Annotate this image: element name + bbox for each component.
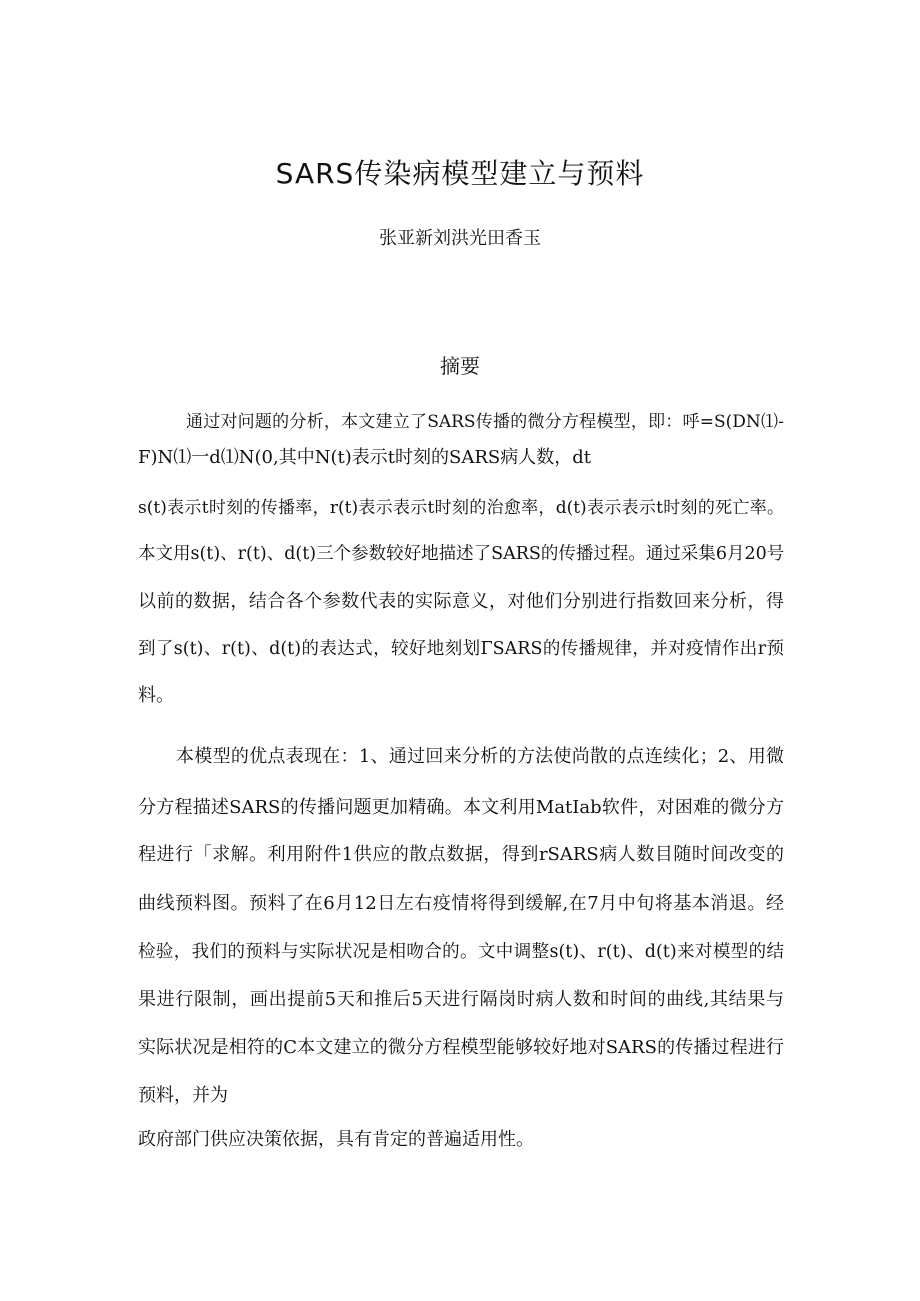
abstract-p2-line-5: 检验，我们的预料与实际状况是相吻合的。文中调整s(t)、r(t)、d(t)来对模型的结 [138, 942, 784, 962]
abstract-p2-line-6: 果进行限制，画出提前5天和推后5天进行隔岗时病人数和时间的曲线,其结果与 [138, 989, 784, 1010]
abstract-p1-line-1: 通过对问题的分析，本文建立了SARS传播的微分方程模型，即：呼=S(DN⑴- [186, 412, 784, 432]
abstract-p1-line-3: s(t)表示t时刻的传播率，r(t)表示表示t时刻的治愈率，d(t)表示表示t时刻的死亡率。 [138, 498, 784, 518]
abstract-p1-line-6: 到了s(t)、r(t)、d(t)的表达式，较好地刻划ΓSARS的传播规律，并对疫情作出r预 [138, 639, 784, 659]
paper-title: SARS传染病模型建立与预料 [275, 157, 645, 190]
abstract-p1-line-5: 以前的数据，结合各个参数代表的实际意义，对他们分别进行指数回来分析，得 [138, 591, 784, 612]
abstract-p2-line-1: 本模型的优点表现在：1、通过回来分析的方法使尚散的点连续化；2、用微 [176, 746, 784, 767]
abstract-p2-line-3: 程进行「求解。利用附件1供应的散点数据，得到rSARS病人数目随时间改变的 [138, 844, 784, 865]
abstract-p1-line-2: F)N⑴一d⑴N(0,其中N(t)表示t时刻的SARS病人数，dt [138, 447, 591, 468]
abstract-p2-line-4: 曲线预料图。预料了在6月12日左右疫情将得到缓解,在7月中旬将基本消退。经 [138, 893, 784, 914]
abstract-p1-line-7: 料。 [138, 685, 174, 706]
abstract-p2-line-8: 预料，并为 [138, 1085, 228, 1106]
author-list: 张亚新刘洪光田香玉 [379, 228, 541, 249]
abstract-p2-line-2: 分方程描述SARS的传播问题更加精确。本文利用MatIab软件，对困难的微分方 [138, 797, 784, 818]
abstract-p1-line-4: 本文用s(t)、r(t)、d(t)三个参数较好地描述了SARS的传播过程。通过采集6月20号 [138, 544, 785, 564]
abstract-heading: 摘要 [440, 354, 480, 378]
abstract-p2-line-9: 政府部门供应决策依据，具有肯定的普遍适用性。 [138, 1129, 534, 1150]
abstract-p2-line-7: 实际状况是相符的C本文建立的微分方程模型能够较好地对SARS的传播过程进行 [138, 1037, 784, 1058]
